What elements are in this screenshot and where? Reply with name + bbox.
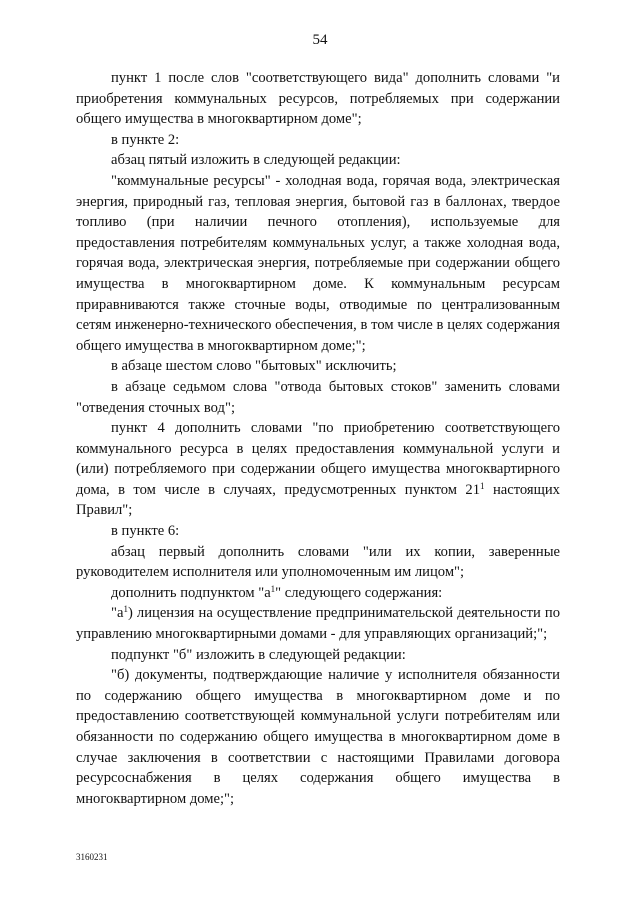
paragraph-p7-superscript: 1 — [480, 480, 485, 491]
paragraph-p6: в абзаце седьмом слова "отвода бытовых стоков" заменить словами "отведения сточных вод"; — [76, 378, 560, 416]
paragraph-p7 — [76, 418, 560, 521]
paragraph-p11-superscript: 1 — [123, 604, 128, 615]
paragraph-p11-start: "а — [111, 605, 124, 622]
paragraph-p10-superscript: 1 — [270, 583, 276, 594]
page-number: 54 — [312, 32, 328, 48]
paragraph-p7-text: пункт 4 дополнить словами "по приобретению соответствующего коммунального ресурса в целях предоставления коммунальной услуги и (или) потребляемого при содержании общего имущества многоквартирного дома, в том числе в случаях, предусмотренных пунктом 21 — [76, 420, 560, 498]
document-code: 3160231 — [76, 852, 108, 862]
paragraph-p10-end: " следующего содержания: — [275, 584, 443, 601]
paragraph-p4: "коммунальные ресурсы" - холодная вода, горячая вода, электрическая энергия, природный газ, тепловая энергия, бытовой газ в баллонах, твердое топливо (при наличии печного отопления), используемые для предоставления потребителям коммунальных услуг, а также холодная вода, горячая вода, электрическая энергия, потребляемые при содержании общего имущества в многоквартирном доме. К коммунальным ресурсам приравниваются также сточные воды, отводимые по централизованным сетям инженерно-технического обеспечения, в том числе в целях содержания общего имущества в многоквартирном доме;"; — [76, 172, 560, 354]
document-body — [76, 68, 560, 809]
paragraph-p10 — [76, 583, 560, 604]
paragraph-p12: подпункт "б" изложить в следующей редакции: — [111, 646, 406, 663]
paragraph-p10-start: дополнить подпунктом "а — [111, 584, 271, 601]
paragraph-p2: в пункте 2: — [111, 131, 180, 148]
paragraph-p9: абзац первый дополнить словами "или их копии, заверенные руководителем исполнителя или уполномоченным им лицом"; — [76, 543, 560, 581]
paragraph-p11 — [76, 603, 560, 644]
paragraph-p8: в пункте 6: — [111, 523, 180, 540]
paragraph-p7-tail: настоящих Правил"; — [76, 481, 560, 519]
paragraph-p3: абзац пятый изложить в следующей редакции: — [111, 152, 401, 169]
paragraph-p5: в абзаце шестом слово "бытовых" исключить; — [111, 358, 397, 375]
paragraph-p1: пункт 1 после слов "соответствующего вида" дополнить словами "и приобретения коммунальных ресурсов, потребляемых при содержании общего имущества в многоквартирном доме"; — [76, 70, 560, 128]
paragraph-p13: "б) документы, подтверждающие наличие у исполнителя обязанности по содержанию общего имущества в многоквартирном доме и по предоставлению соответствующей коммунальной услуги потребителям или обязанности по содержанию общего имущества в многоквартирном доме в случае заключения в соответствии с настоящими Правилами договора ресурсоснабжения в целях содержания общего имущества в многоквартирном доме;"; — [76, 667, 560, 807]
paragraph-p11-end: ) лицензия на осуществление предпринимательской деятельности по управлению многоквартирными домами - для управляющих организаций;"; — [76, 605, 560, 643]
